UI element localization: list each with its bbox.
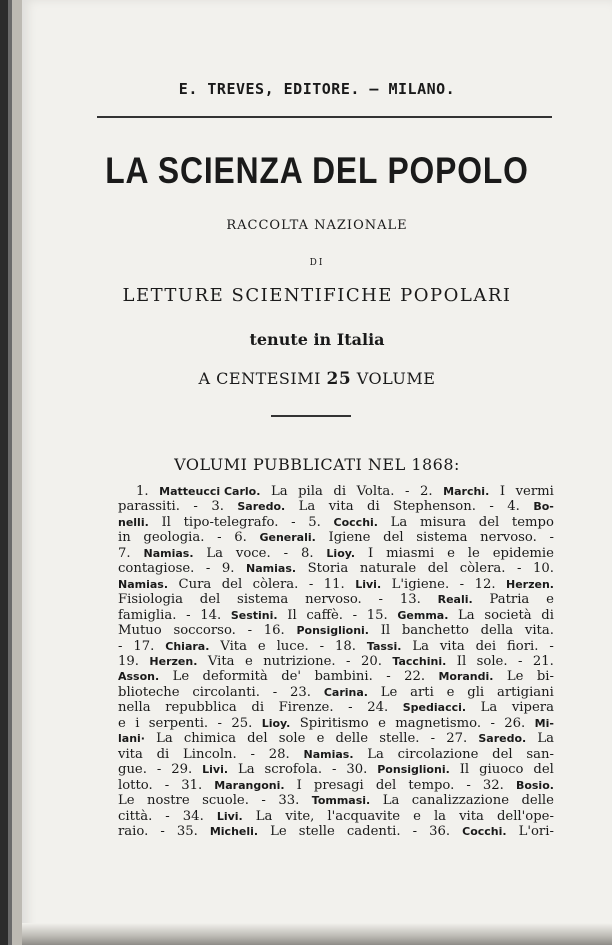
catalogue-word: arti bbox=[410, 684, 434, 700]
catalogue-word: repubblica bbox=[165, 700, 237, 716]
catalogue-word: La bbox=[367, 746, 384, 762]
catalogue-word: caffè. bbox=[306, 607, 343, 623]
catalogue-word: 5. bbox=[308, 514, 321, 530]
catalogue-word: 35. bbox=[176, 823, 198, 839]
page-title: LA SCIENZA DEL POPOLO bbox=[105, 150, 529, 191]
author-name: Namias. bbox=[143, 546, 194, 560]
catalogue-word: nutrizione. bbox=[263, 653, 336, 669]
catalogue-word: del bbox=[375, 777, 397, 793]
author-name: Tommasi. bbox=[311, 794, 371, 808]
catalogue-word: di bbox=[367, 499, 380, 515]
catalogue-word: circolazione bbox=[397, 746, 479, 762]
catalogue-word: Cura bbox=[178, 576, 212, 592]
catalogue-word: di bbox=[333, 484, 347, 499]
catalogue-word: - bbox=[331, 762, 337, 778]
catalogue-word: La bbox=[480, 700, 498, 716]
catalogue-word: Volta. bbox=[356, 484, 395, 499]
catalogue-word: scuole. bbox=[202, 793, 249, 809]
author-name: lani· bbox=[118, 732, 145, 746]
catalogue-word: - bbox=[466, 777, 471, 793]
catalogue-word: raio. bbox=[118, 823, 149, 839]
author-name: Gemma. bbox=[397, 608, 449, 622]
catalogue-word: Spiritismo bbox=[299, 715, 369, 731]
catalogue-word: 31. bbox=[181, 777, 203, 793]
catalogue-word: 9. bbox=[221, 561, 235, 577]
catalogue-line bbox=[118, 700, 554, 715]
catalogue-word: vita bbox=[328, 499, 354, 515]
catalogue-word: in bbox=[118, 530, 131, 546]
catalogue-word: Vita bbox=[220, 638, 247, 654]
catalogue-word: - bbox=[386, 669, 391, 685]
catalogue-line bbox=[118, 747, 554, 762]
catalogue-word: misura bbox=[419, 514, 467, 530]
catalogue-word: 24. bbox=[367, 700, 389, 716]
catalogue-word: - bbox=[517, 653, 523, 669]
catalogue-word: contagiose. bbox=[118, 561, 195, 577]
catalogue-word: sole bbox=[278, 731, 306, 747]
catalogue-word: e bbox=[244, 653, 253, 669]
catalogue-word: 21. bbox=[532, 653, 554, 669]
catalogue-word: del bbox=[199, 592, 221, 608]
catalogue-word: - bbox=[308, 576, 314, 592]
catalogue-word: 20. bbox=[360, 653, 382, 669]
catalogue-word: presagi bbox=[313, 777, 364, 793]
catalogue-word: soccorso. bbox=[173, 623, 236, 639]
catalogue-word: nervoso. bbox=[480, 530, 537, 546]
catalogue-word: città. bbox=[118, 808, 153, 824]
catalogue-word: 34. bbox=[182, 808, 204, 824]
catalogue-line bbox=[118, 623, 554, 638]
author-name: Carina. bbox=[323, 685, 368, 699]
catalogue-word: e bbox=[546, 592, 554, 608]
price-line bbox=[22, 369, 612, 389]
subtitle: RACCOLTA NAZIONALE bbox=[226, 218, 408, 233]
catalogue-word: - bbox=[156, 762, 162, 778]
catalogue-word: tempo bbox=[511, 514, 554, 530]
catalogue-word: 32. bbox=[482, 777, 504, 793]
catalogue-word: L'igiene. bbox=[391, 576, 450, 592]
catalogue-word: tempo. bbox=[408, 777, 455, 793]
publisher-line: E. TREVES, EDITORE. — MILANO. bbox=[178, 80, 456, 98]
catalogue-word: del bbox=[478, 514, 500, 530]
catalogue-word: La bbox=[412, 638, 429, 654]
catalogue-line bbox=[118, 762, 554, 777]
catalogue-word: - bbox=[346, 653, 351, 669]
author-name: Reali. bbox=[437, 593, 473, 607]
catalogue-word: 16. bbox=[263, 623, 285, 639]
author-name: Tassi. bbox=[366, 639, 402, 653]
catalogue-word: società bbox=[484, 607, 532, 623]
catalogue-word: del bbox=[492, 746, 513, 762]
catalogue-word: - bbox=[549, 530, 554, 546]
catalogue-word: fiori. bbox=[506, 638, 539, 654]
catalogue-line bbox=[118, 484, 554, 499]
catalogue-word: 4. bbox=[507, 499, 520, 515]
catalogue-word: e bbox=[413, 808, 421, 824]
catalogue-word: vita bbox=[118, 746, 143, 762]
catalogue-word: 29. bbox=[171, 762, 193, 778]
catalogue-word: vipera bbox=[511, 700, 554, 716]
catalogue-word: - bbox=[412, 823, 418, 839]
catalogue-word: deformità bbox=[202, 669, 268, 685]
catalogue-word: Lincoln. bbox=[183, 746, 237, 762]
catalogue-word: di bbox=[541, 607, 554, 623]
catalogue-word: Il bbox=[456, 653, 467, 669]
catalogue-word: Mutuo bbox=[118, 623, 162, 639]
author-name: Spediacci. bbox=[402, 701, 467, 715]
catalogue-word: parassiti. bbox=[118, 499, 180, 515]
catalogue-word: del bbox=[383, 530, 404, 546]
catalogue-word: La bbox=[156, 731, 173, 747]
catalogue-word: 18. bbox=[334, 638, 356, 654]
author-name: Ponsiglioni. bbox=[377, 763, 450, 777]
catalogue-word: stelle. bbox=[379, 731, 420, 747]
catalogue-word: sole. bbox=[476, 653, 508, 669]
di-word: DI bbox=[309, 258, 325, 268]
catalogue-word: - bbox=[348, 700, 353, 716]
top-rule bbox=[97, 116, 552, 118]
catalogue-word: - bbox=[205, 561, 211, 577]
catalogue-word: la bbox=[433, 808, 447, 824]
catalogue-line bbox=[118, 716, 554, 731]
catalogue-word: del bbox=[247, 731, 268, 747]
catalogue-word: 8. bbox=[300, 545, 314, 561]
catalogue-line bbox=[118, 515, 554, 530]
catalogue-word: e bbox=[378, 715, 386, 731]
author-name: Namias. bbox=[303, 747, 354, 761]
author-name: Mi- bbox=[534, 716, 554, 730]
catalogue-word: l'acquavite bbox=[327, 808, 401, 824]
catalogue-word: - bbox=[549, 638, 554, 654]
author-name: Lioy. bbox=[261, 716, 291, 730]
catalogue-word: 2. bbox=[420, 484, 433, 499]
catalogue-word: - bbox=[186, 607, 191, 623]
catalogue-word: Storia bbox=[307, 561, 349, 577]
catalogue-word: Stephenson. bbox=[393, 499, 476, 515]
catalogue-word: La bbox=[255, 808, 273, 824]
catalogue-word: Vita bbox=[207, 653, 235, 669]
catalogue-word: Il bbox=[287, 607, 297, 623]
catalogue-word: canalizzazione bbox=[411, 793, 509, 809]
catalogue-word: del bbox=[533, 762, 554, 778]
catalogue-word: gue. bbox=[118, 762, 147, 778]
catalogue-word: e bbox=[118, 715, 126, 731]
catalogue-word: La bbox=[537, 731, 554, 747]
catalogue-word: luce. bbox=[276, 638, 309, 654]
catalogue-word: famiglia. bbox=[118, 607, 177, 623]
catalogue-word: - bbox=[405, 484, 410, 499]
author-name: Herzen. bbox=[506, 577, 554, 591]
author-name: Asson. bbox=[118, 670, 160, 684]
catalogue-word: vita. bbox=[524, 623, 554, 639]
author-name: Namias. bbox=[118, 577, 169, 591]
short-rule bbox=[271, 415, 351, 417]
catalogue-word: Il bbox=[459, 762, 470, 778]
catalogue-word: di bbox=[251, 700, 265, 716]
page-bottom-edge bbox=[22, 923, 612, 945]
catalogue-word: 33. bbox=[278, 793, 300, 809]
catalogue-word: sistema bbox=[237, 592, 289, 608]
catalogue-line bbox=[118, 561, 554, 576]
catalogue-word: stelle bbox=[298, 823, 335, 839]
catalogue-word: còlera. bbox=[459, 561, 506, 577]
catalogue-word: La bbox=[237, 762, 255, 778]
catalogue-line bbox=[118, 608, 554, 623]
catalogue-line bbox=[118, 824, 554, 839]
catalogue-word: vermi bbox=[515, 484, 554, 499]
catalogue-word: 19. bbox=[118, 653, 139, 669]
catalogue-word: - bbox=[193, 499, 198, 515]
author-name: Livi. bbox=[355, 577, 382, 591]
catalogue-word: delle bbox=[521, 793, 554, 809]
catalogue-word: voce. bbox=[235, 545, 271, 561]
author-name: nelli. bbox=[118, 515, 149, 529]
catalogue-word: La bbox=[298, 499, 316, 515]
catalogue-word: Patria bbox=[489, 592, 530, 608]
author-name: Tacchini. bbox=[392, 654, 447, 668]
author-name: Bosio. bbox=[515, 778, 554, 792]
catalogue-word: La bbox=[382, 793, 400, 809]
catalogue-word: nervoso. bbox=[305, 592, 362, 608]
series-name: LETTURE SCIENTIFICHE POPOLARI bbox=[122, 285, 512, 306]
catalogue-word: - bbox=[160, 823, 165, 839]
catalogue-word: - bbox=[118, 638, 123, 654]
catalogue-word: còlera. bbox=[252, 576, 299, 592]
catalogue-word: - bbox=[261, 793, 266, 809]
catalogue-word: de' bbox=[281, 669, 302, 685]
catalogue-line bbox=[118, 731, 554, 746]
catalogue-word: - bbox=[352, 607, 358, 623]
catalogue-word: e bbox=[257, 638, 266, 654]
catalogue-line bbox=[118, 669, 554, 684]
catalogue-word: Le bbox=[118, 793, 135, 809]
catalogue-word: e bbox=[446, 684, 455, 700]
book-spine bbox=[0, 0, 22, 945]
author-name: Livi. bbox=[202, 763, 229, 777]
catalogue-word: scrofola. bbox=[264, 762, 323, 778]
catalogue-word: i bbox=[135, 715, 140, 731]
price-number: 25 bbox=[326, 369, 352, 389]
catalogue-word: gli bbox=[467, 684, 485, 700]
catalogue-word: L'ori- bbox=[518, 823, 554, 839]
author-name: Marchi. bbox=[443, 485, 490, 498]
catalogue-word: - bbox=[517, 561, 522, 577]
catalogue-word: La bbox=[206, 545, 224, 561]
catalogue-word: 13. bbox=[399, 592, 421, 608]
catalogue-line bbox=[118, 809, 554, 824]
author-name: Lioy. bbox=[326, 546, 356, 560]
tenute-line: tenute in Italia bbox=[249, 330, 385, 349]
volumes-catalogue bbox=[118, 484, 554, 839]
catalogue-word: Le bbox=[172, 669, 190, 685]
catalogue-word: magnetismo. bbox=[395, 715, 482, 731]
catalogue-word: Il bbox=[161, 514, 171, 530]
catalogue-word: chimica bbox=[183, 731, 236, 747]
catalogue-word: 23. bbox=[290, 684, 312, 700]
catalogue-word: 1. bbox=[136, 484, 149, 499]
catalogue-word: I bbox=[296, 777, 302, 793]
book-page bbox=[22, 0, 612, 945]
catalogue-word: Le bbox=[270, 823, 287, 839]
catalogue-line bbox=[118, 592, 554, 607]
author-name: Bo- bbox=[533, 500, 554, 514]
catalogue-word: vita bbox=[459, 808, 484, 824]
catalogue-word: bi- bbox=[536, 669, 554, 685]
catalogue-line bbox=[118, 499, 554, 514]
catalogue-word: nella bbox=[118, 700, 151, 716]
author-name: Chiara. bbox=[165, 639, 210, 653]
catalogue-word: Le bbox=[506, 669, 524, 685]
catalogue-word: - bbox=[164, 777, 170, 793]
catalogue-word: - bbox=[459, 576, 465, 592]
catalogue-word: vite, bbox=[285, 808, 315, 824]
catalogue-word: 30. bbox=[346, 762, 368, 778]
catalogue-word: - bbox=[165, 808, 170, 824]
catalogue-word: pila bbox=[298, 484, 323, 499]
catalogue-word: Le bbox=[380, 684, 398, 700]
author-name: Livi. bbox=[216, 809, 243, 823]
author-name: Matteucci Carlo. bbox=[159, 485, 261, 498]
price-after: VOLUME bbox=[356, 369, 436, 388]
catalogue-word: - bbox=[247, 623, 253, 639]
catalogue-word: serpenti. bbox=[148, 715, 209, 731]
catalogue-word: - bbox=[490, 715, 495, 731]
catalogue-word: tipo-telegrafo. bbox=[183, 514, 279, 530]
catalogue-word: miasmi bbox=[386, 545, 435, 561]
catalogue-word: - bbox=[378, 592, 384, 608]
catalogue-word: 3. bbox=[211, 499, 224, 515]
catalogue-word: della bbox=[480, 623, 514, 639]
catalogue-line bbox=[118, 577, 554, 592]
catalogue-word: del bbox=[427, 561, 449, 577]
catalogue-word: e bbox=[447, 545, 455, 561]
author-name: Saredo. bbox=[237, 500, 286, 514]
catalogue-word: dei bbox=[475, 638, 497, 654]
author-name: Ponsiglioni. bbox=[296, 624, 369, 638]
catalogue-word: banchetto bbox=[401, 623, 469, 639]
catalogue-word: 12. bbox=[474, 576, 496, 592]
catalogue-word: blioteche bbox=[118, 684, 180, 700]
catalogue-word: 10. bbox=[533, 561, 554, 577]
author-name: Namias. bbox=[246, 562, 297, 576]
author-name: Herzen. bbox=[149, 654, 198, 668]
catalogue-word: - bbox=[250, 746, 255, 762]
catalogue-word: - bbox=[217, 715, 222, 731]
catalogue-word: 36. bbox=[429, 823, 451, 839]
catalogue-word: del bbox=[221, 576, 243, 592]
catalogue-word: 28. bbox=[268, 746, 290, 762]
catalogue-word: 7. bbox=[118, 545, 131, 561]
catalogue-word: di bbox=[156, 746, 170, 762]
author-name: Generali. bbox=[259, 531, 316, 545]
catalogue-word: le bbox=[467, 545, 480, 561]
catalogue-word: 27. bbox=[446, 731, 468, 747]
catalogue-word: geologia. bbox=[143, 530, 205, 546]
catalogue-word: Il bbox=[380, 623, 391, 639]
catalogue-line bbox=[118, 639, 554, 654]
catalogue-word: - bbox=[283, 545, 289, 561]
catalogue-word: - bbox=[319, 638, 325, 654]
catalogue-word: - bbox=[291, 514, 296, 530]
author-name: Cocchi. bbox=[333, 515, 378, 529]
author-name: Saredo. bbox=[478, 732, 527, 746]
catalogue-line bbox=[118, 778, 554, 793]
catalogue-word: circolanti. bbox=[192, 684, 260, 700]
catalogue-line bbox=[118, 546, 554, 561]
catalogue-word: I bbox=[499, 484, 506, 499]
catalogue-word: cadenti. bbox=[346, 823, 401, 839]
catalogue-word: vita bbox=[439, 638, 465, 654]
price-before: A CENTESIMI bbox=[198, 369, 321, 388]
catalogue-word: e bbox=[316, 731, 325, 747]
catalogue-word: naturale bbox=[359, 561, 417, 577]
catalogue-word: artigiani bbox=[496, 684, 554, 700]
catalogue-word: - bbox=[272, 684, 278, 700]
catalogue-word: La bbox=[270, 484, 288, 499]
catalogue-word: Firenze. bbox=[278, 700, 334, 716]
catalogue-word: I bbox=[368, 545, 374, 561]
catalogue-line bbox=[118, 530, 554, 545]
catalogue-word: La bbox=[458, 607, 475, 623]
author-name: Marangoni. bbox=[214, 778, 285, 792]
catalogue-word: La bbox=[390, 514, 408, 530]
catalogue-line bbox=[118, 654, 554, 669]
catalogue-word: bambini. bbox=[314, 669, 373, 685]
catalogue-word: - bbox=[430, 731, 436, 747]
catalogue-word: nostre bbox=[147, 793, 190, 809]
catalogue-word: 17. bbox=[133, 638, 155, 654]
catalogue-word: 25. bbox=[231, 715, 253, 731]
catalogue-word: 15. bbox=[366, 607, 388, 623]
catalogue-word: delle bbox=[335, 731, 369, 747]
catalogue-word: giuoco bbox=[479, 762, 524, 778]
catalogue-line bbox=[118, 685, 554, 700]
author-name: Cocchi. bbox=[462, 824, 507, 838]
author-name: Micheli. bbox=[209, 824, 259, 838]
catalogue-line bbox=[118, 793, 554, 808]
catalogue-word: 14. bbox=[200, 607, 222, 623]
catalogue-word: 6. bbox=[234, 530, 247, 546]
catalogue-word: lotto. bbox=[118, 777, 153, 793]
catalogue-word: san- bbox=[526, 746, 554, 762]
catalogue-word: 22. bbox=[404, 669, 426, 685]
catalogue-word: Fisiologia bbox=[118, 592, 183, 608]
catalogue-word: sistema bbox=[416, 530, 468, 546]
author-name: Sestini. bbox=[230, 608, 278, 622]
catalogue-word: epidemie bbox=[492, 545, 554, 561]
catalogue-word: 26. bbox=[504, 715, 526, 731]
catalogue-word: 11. bbox=[323, 576, 345, 592]
catalogue-word: Igiene bbox=[328, 530, 371, 546]
catalogue-word: dell'ope- bbox=[496, 808, 554, 824]
author-name: Morandi. bbox=[438, 670, 494, 684]
catalogue-word: - bbox=[489, 499, 494, 515]
volumes-heading: VOLUMI PUBBLICATI NEL 1868: bbox=[174, 455, 460, 474]
catalogue-word: - bbox=[217, 530, 222, 546]
